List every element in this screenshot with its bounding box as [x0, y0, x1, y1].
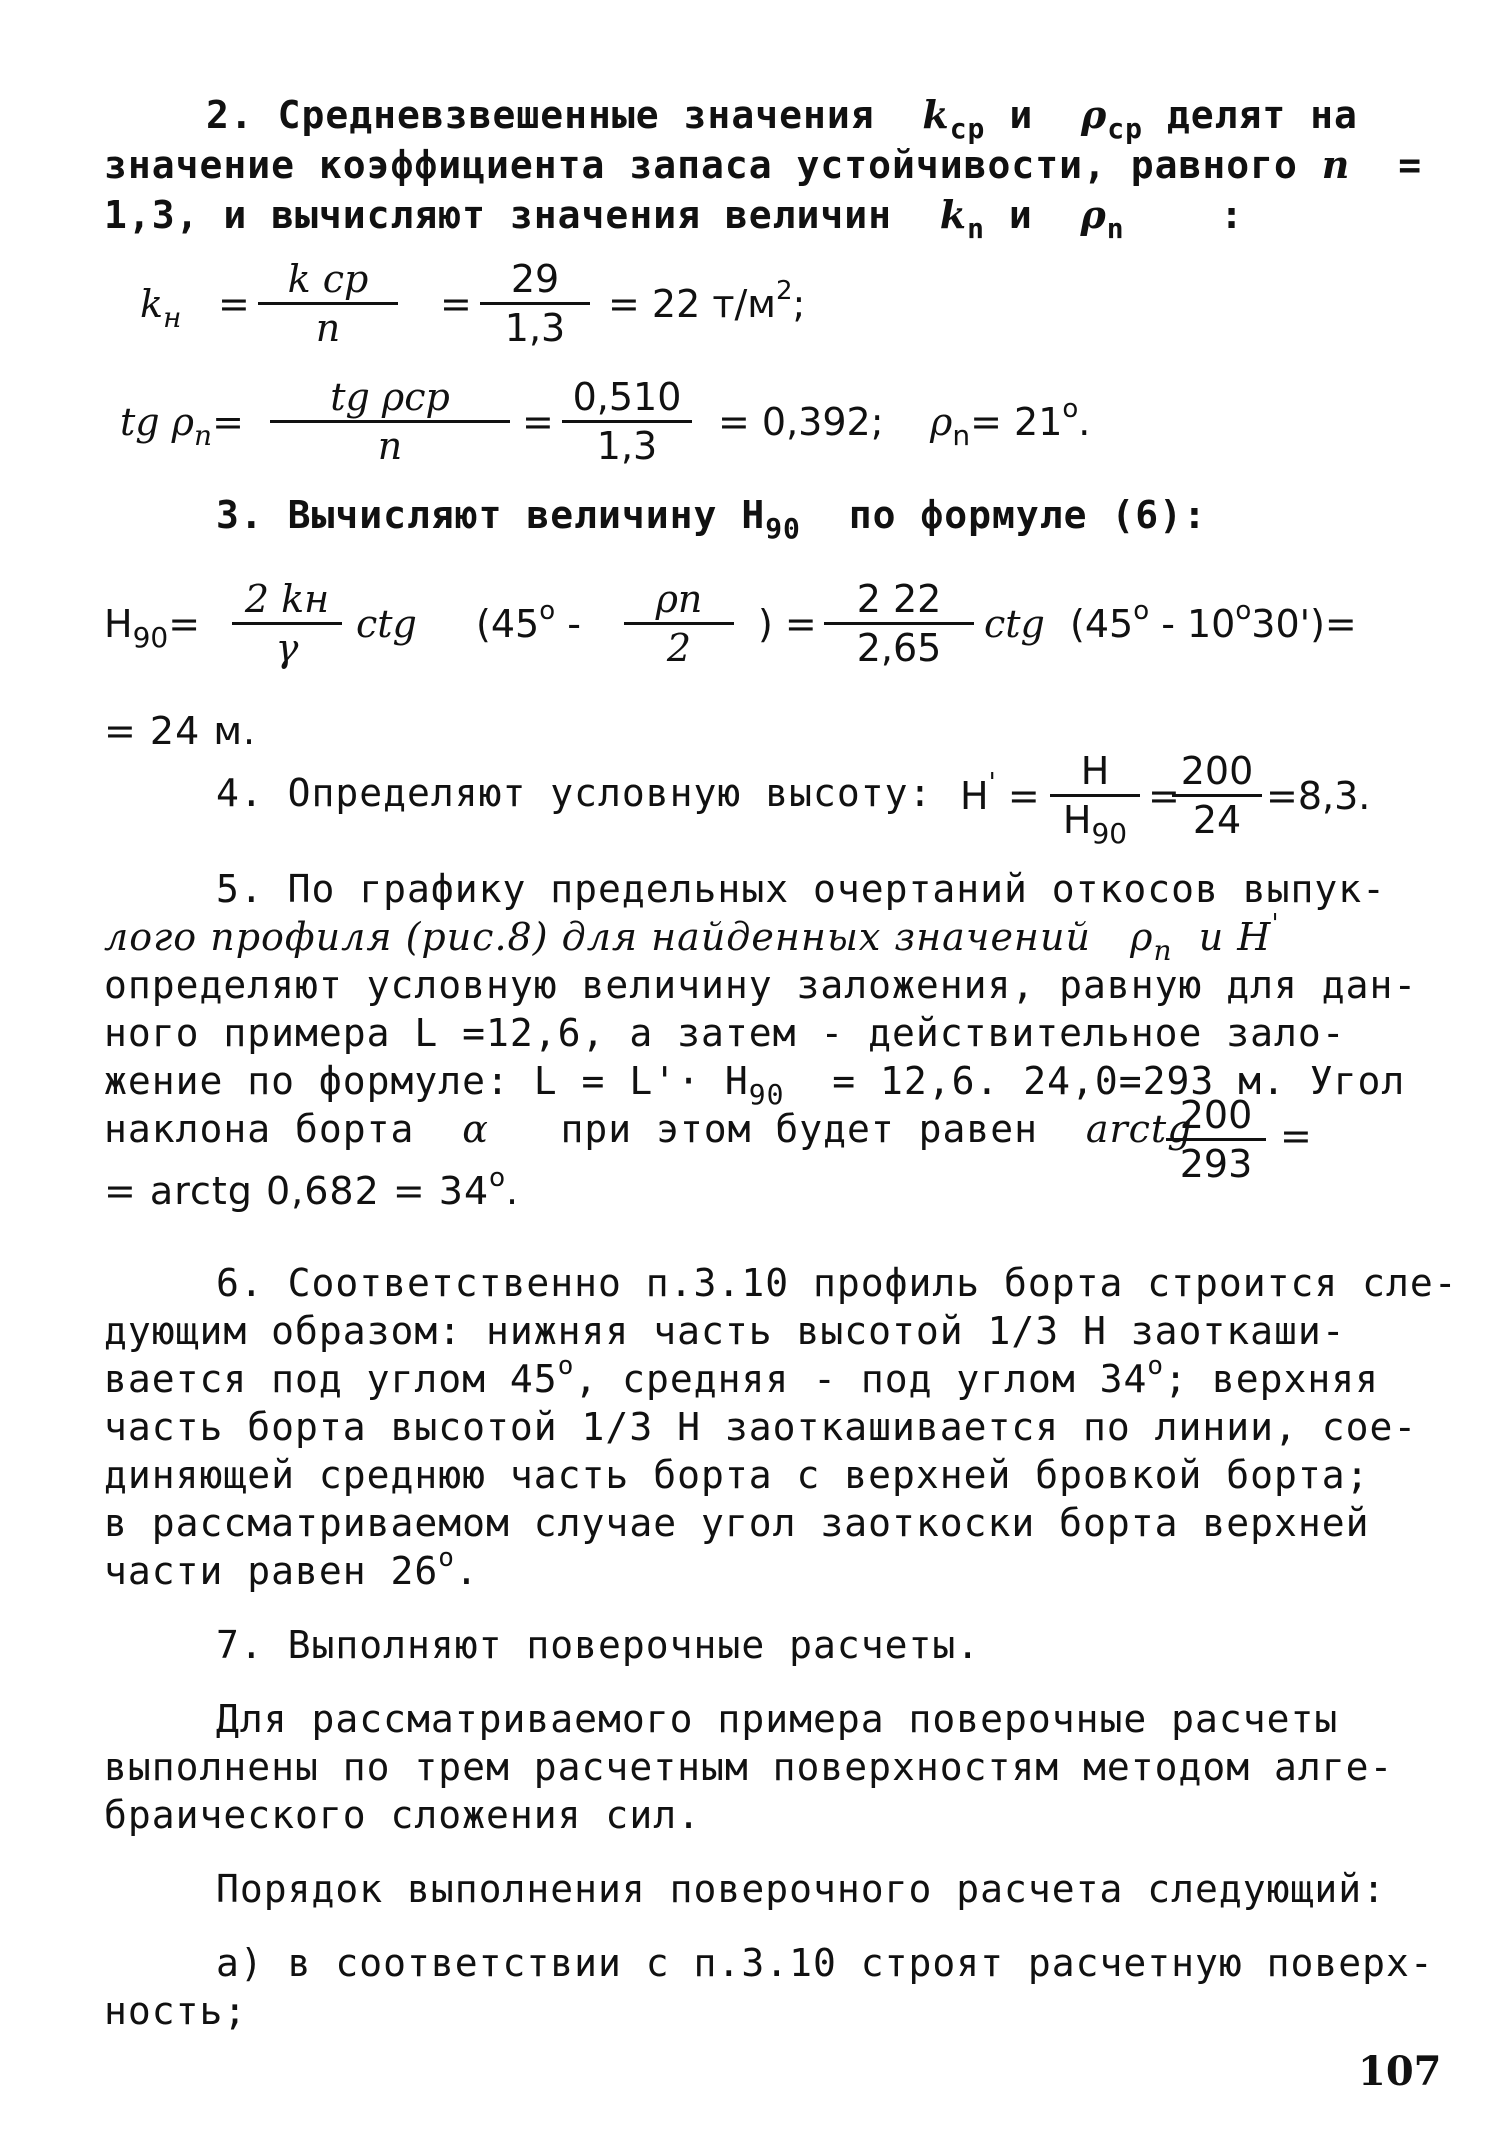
ctg-label: ctg [984, 602, 1045, 646]
numerator: H [1080, 749, 1110, 793]
arctg-result: = arctg 0,682 = 34 [104, 1169, 490, 1213]
p5-text: при этом будет равен [560, 1107, 1039, 1151]
eq2-result: = 0,392; [718, 400, 884, 444]
p5-line1 [216, 866, 1386, 912]
fraction-bar [1166, 1138, 1266, 1141]
p6-line2 [104, 1308, 1346, 1354]
numerator: 2 kн [244, 577, 330, 621]
value: - 10 [1161, 602, 1236, 646]
p9-text: Порядок выполнения поверочного расчета следующий: [216, 1867, 1387, 1911]
eq1-result [608, 276, 806, 326]
p8-text: выполнены по трем расчетным поверхностям методом алге- [104, 1745, 1394, 1789]
rho-symbol: ρ [1130, 915, 1154, 959]
p5-text: наклона борта [104, 1107, 415, 1151]
fraction-bar [562, 420, 692, 423]
angle-open [476, 596, 581, 646]
p6-line6 [104, 1500, 1370, 1546]
denominator: n [377, 424, 403, 468]
equals: = [218, 282, 250, 326]
fraction-200-24 [1172, 750, 1262, 841]
p6-line3 [104, 1351, 1379, 1402]
close-paren: ) = [758, 602, 817, 646]
p8-text: Для рассматриваемого примера поверочные расчеты [216, 1697, 1339, 1741]
p5-line7 [104, 1163, 520, 1214]
degree: o [489, 1163, 507, 1193]
minus: - [567, 602, 581, 646]
equals: = [1148, 774, 1180, 818]
eq3-line2 [104, 708, 256, 754]
fraction-bar [1050, 794, 1140, 797]
rho-n-value [930, 394, 1091, 452]
value: 30')= [1251, 602, 1357, 646]
h90-result: = 24 м. [104, 709, 257, 753]
k-symbol: k [140, 282, 164, 326]
fraction-bar [480, 302, 590, 305]
p5-text: определяют условную величину заложения, равную для дан- [104, 963, 1418, 1007]
p5-text: лого профиля (рис.8) для найденных значений [104, 915, 1091, 959]
degree: o [539, 596, 556, 626]
equation-kn [140, 258, 940, 358]
p7-text: 7. Выполняют поверочные расчеты. [216, 1623, 981, 1667]
denominator: 1,3 [504, 306, 566, 350]
arctg-label: arctg [1085, 1107, 1193, 1151]
p6-line1 [216, 1260, 1458, 1306]
value: (45 [1070, 602, 1134, 646]
numerator: 200 [1179, 1093, 1253, 1137]
prime: ' [988, 768, 996, 798]
equals: = [440, 282, 472, 326]
eq1-lhs [140, 282, 182, 334]
n-subscript: n [1106, 212, 1125, 245]
n-symbol: n [1321, 142, 1351, 187]
p5-line6 [104, 1106, 1193, 1152]
p3-text-end: по формуле (6): [848, 493, 1207, 537]
numerator: 0,510 [572, 375, 682, 419]
equals: = [522, 400, 554, 444]
p5-text: жение по формуле: L = L'· H [104, 1059, 749, 1103]
p6-text: 6. Соответственно п.3.10 профиль борта строится сле- [216, 1261, 1458, 1305]
fraction-200-293 [1166, 1094, 1326, 1194]
p10-line2 [104, 1988, 247, 2034]
H-symbol: H [960, 774, 989, 818]
fraction [1166, 1094, 1266, 1185]
subscript-90: 90 [765, 512, 801, 545]
fraction-bar [232, 622, 342, 625]
period: . [1078, 400, 1091, 444]
n-subscript: n [967, 212, 985, 245]
numerator: 29 [510, 257, 560, 301]
period: . [454, 1549, 479, 1593]
superscript: 2 [775, 276, 793, 306]
p6-text: вается под углом 45 [104, 1357, 558, 1401]
denominator: 24 [1192, 798, 1242, 842]
p2-line3 [104, 192, 1245, 245]
p5-text: ного примера L =12,6, а затем - действительное зало- [104, 1011, 1346, 1055]
p6-text: части равен 26 [104, 1549, 439, 1593]
semicolon: ; [792, 282, 806, 326]
fraction-h-h90 [1050, 749, 1140, 850]
p6-text: в рассматриваемом случае угол заоткоски борта верхней [104, 1501, 1370, 1545]
H-symbol: H [104, 602, 133, 646]
fraction-rhon-2 [624, 578, 734, 669]
p5-text: 5. По графику предельных очертаний откосов выпук- [216, 867, 1387, 911]
equals: = [1280, 1114, 1312, 1158]
degree: o [438, 1543, 455, 1573]
fraction-tgrhocp-n [270, 376, 510, 467]
denominator: n [315, 306, 341, 350]
p2-text: значение коэффициента запаса устойчивости, равного [104, 143, 1298, 187]
rho-symbol: ρ [1080, 92, 1108, 137]
fraction-bar [824, 622, 974, 625]
degree: o [1133, 596, 1150, 626]
numerator: 2 22 [856, 577, 942, 621]
n-subscript: n [1153, 934, 1173, 967]
p8-line3 [104, 1792, 701, 1838]
period: . [506, 1169, 520, 1213]
k-symbol: k [922, 92, 950, 137]
n-subscript: n [952, 419, 971, 452]
k-symbol: k [939, 192, 968, 237]
p6-text: ; верхняя [1164, 1357, 1379, 1401]
p6-text: часть борта высотой 1/3 H заоткашивается по линии, сое- [104, 1405, 1418, 1449]
eq2-lhs [120, 400, 244, 452]
alpha-symbol: α [462, 1107, 489, 1151]
degree: o [1147, 1351, 1165, 1381]
prime: ' [1271, 909, 1280, 939]
degree: o [1235, 596, 1252, 626]
p6-text: диняющей среднюю часть борта с верхней бровкой борта; [104, 1453, 1370, 1497]
degree: o [557, 1351, 575, 1381]
p6-text: дующим образом: нижняя часть высотой 1/3 H заоткаши- [104, 1309, 1346, 1353]
p8-line1 [216, 1696, 1338, 1742]
p2-text-end: делят на [1166, 93, 1358, 137]
hprime-result: =8,3. [1266, 774, 1371, 818]
p5-text: = 12,6. 24,0=293 м. Угол [832, 1059, 1406, 1103]
equals: = [1398, 143, 1423, 187]
page-number: 107 [1358, 2048, 1442, 2095]
fraction-bar [1172, 794, 1262, 797]
p3-line [216, 492, 1207, 545]
fraction-kcp-n [258, 258, 398, 349]
colon: : [1220, 193, 1245, 237]
fraction-bar [624, 622, 734, 625]
denominator: 2 [666, 626, 692, 670]
p6-line5 [104, 1452, 1370, 1498]
p9-line [216, 1866, 1386, 1912]
H-symbol: H [1062, 798, 1092, 842]
value: (45 [476, 602, 540, 646]
and-word: и [1009, 93, 1034, 137]
p6-text: , средняя - под углом 34 [574, 1357, 1148, 1401]
n-subscript: н [163, 301, 182, 334]
equation-h90 [104, 578, 1434, 678]
subscript-90: 90 [748, 1078, 785, 1111]
numerator: tg ρср [330, 375, 450, 419]
subscript-90: 90 [1091, 817, 1128, 850]
degree: o [1062, 394, 1079, 424]
ctg-label: ctg [356, 602, 417, 646]
fraction-2kn-gamma [232, 578, 342, 669]
rho-symbol: ρ [930, 400, 953, 444]
p5-line4 [104, 1010, 1346, 1056]
p4-text: 4. Определяют условную высоту: [216, 771, 933, 815]
p2-text: 2. Средневзвешенные значения [206, 93, 875, 137]
fraction-29-13 [480, 258, 590, 349]
hprime-lhs: H' = [960, 768, 1040, 818]
p4-line [216, 770, 932, 816]
value: = 21 [970, 400, 1063, 444]
denominator [1050, 798, 1140, 850]
equals: = [168, 602, 201, 646]
p5-text: и H [1198, 915, 1272, 959]
denominator: 2,65 [856, 626, 942, 670]
p2-line2 [104, 142, 1422, 188]
subscript-90: 90 [132, 621, 169, 654]
cp-subscript: ср [949, 112, 986, 145]
p2-text: 1,3, и вычисляют значения величин [104, 193, 892, 237]
fraction-bar [258, 302, 398, 305]
p3-text: 3. Вычисляют величину H [216, 493, 766, 537]
fraction-2-22-265 [824, 578, 974, 669]
and-word: и [1008, 193, 1033, 237]
cp-subscript: ср [1107, 112, 1143, 145]
eq3-lhs [104, 602, 201, 654]
tg-rho: tg ρ [120, 400, 195, 444]
p2-line1 [206, 92, 1358, 145]
denominator: γ [275, 626, 299, 670]
fraction-bar [270, 420, 510, 423]
equation-tg-rho [120, 376, 1180, 476]
equation-hprime [960, 750, 1420, 850]
rho-symbol: ρ [1080, 192, 1107, 237]
denominator: 293 [1179, 1142, 1253, 1186]
result-text: = 22 т/м [608, 282, 776, 326]
p5-line3 [104, 962, 1417, 1008]
p6-line7 [104, 1543, 479, 1594]
numerator: 200 [1180, 749, 1254, 793]
numerator: k ср [287, 257, 369, 301]
p5-line2 [104, 909, 1280, 967]
p6-line4 [104, 1404, 1417, 1450]
p10-text: ность; [104, 1989, 248, 2033]
numerator: ρn [655, 577, 703, 621]
n-subscript: n [194, 419, 213, 452]
fraction-0510-13 [562, 376, 692, 467]
p10-text: а) в соответствии с п.3.10 строят расчетную поверх- [216, 1941, 1434, 1985]
equals: = [212, 400, 244, 444]
p8-line2 [104, 1744, 1393, 1790]
angle-tail [1070, 596, 1357, 646]
p10-line1 [216, 1940, 1434, 1986]
denominator: 1,3 [596, 424, 658, 468]
p8-text: браического сложения сил. [104, 1793, 701, 1837]
paren: ) [758, 602, 773, 646]
p7-line [216, 1622, 980, 1668]
